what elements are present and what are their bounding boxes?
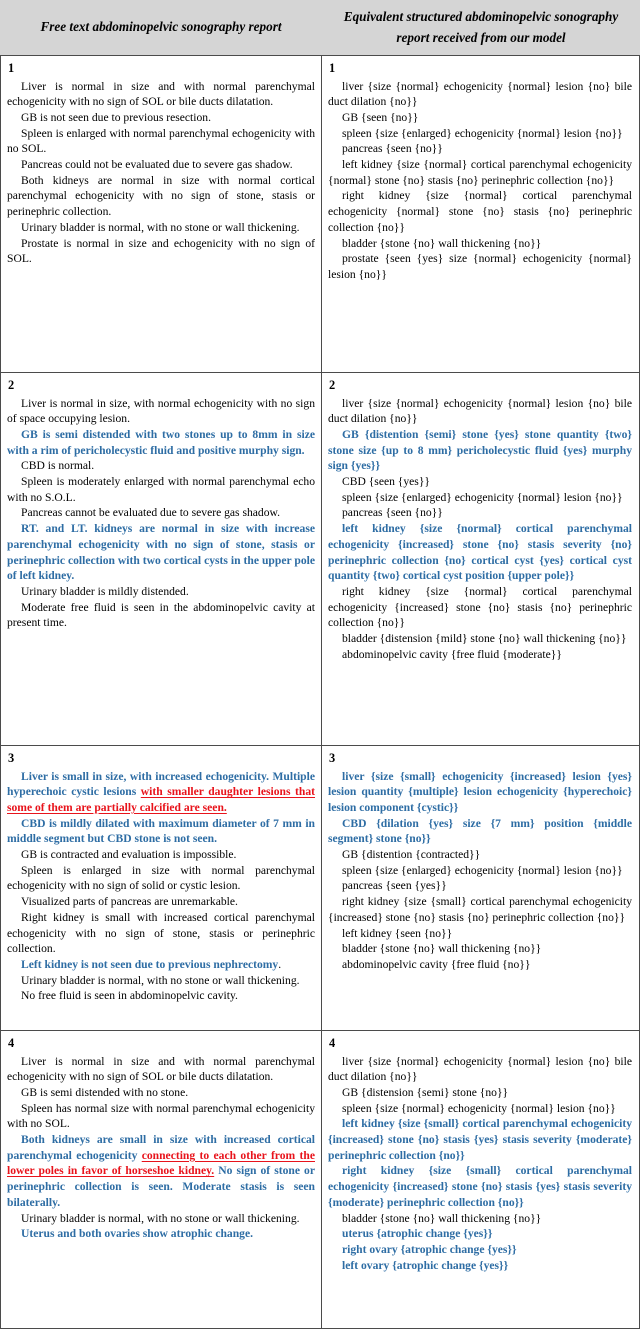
text-plain: right kidney {size {small} cortical parenchymal echogenicity {increased} stone {no} stasis {no} perinephric collection {no}} [328,895,632,924]
text-plain: Spleen is enlarged in size with normal parenchymal echogenicity with no sign of solid or cystic lesion. [7,863,315,893]
table-row [1,373,639,746]
report-paragraph [7,427,315,458]
text-plain: abdominopelvic cavity {free fluid {no}} [342,957,531,971]
text-plain: Visualized parts of pancreas are unremarkable. [21,895,238,909]
text-plain: spleen {size {enlarged} echogenicity {normal} lesion {no}} [342,490,623,504]
report-paragraph [328,847,632,863]
text-plain: GB is semi distended with no stone. [21,1085,189,1099]
report-paragraph [328,647,632,663]
text-plain: GB {seen {no}} [342,110,419,124]
report-paragraph [7,1101,315,1132]
report-paragraph [328,816,632,847]
report-paragraph [7,894,315,910]
text-plain: GB {distention {contracted}} [342,848,481,862]
text-plain: CBD is normal. [21,459,95,473]
report-paragraph [7,157,315,173]
text-plain: CBD {seen {yes}} [342,475,430,489]
text-highlight-blue: GB {distention {semi} stone {yes} stone quantity {two} stone size {up to 8 mm} pericholecystic fluid {yes} murphy sign {yes}} [328,427,632,473]
text-plain: liver {size {normal} echogenicity {normal} lesion {no} bile duct dilation {no}} [328,396,632,426]
text-plain: liver {size {normal} echogenicity {normal} lesion {no} bile duct dilation {no}} [328,79,632,109]
text-plain: liver {size {normal} echogenicity {normal} lesion {no} bile duct dilation {no}} [328,1054,632,1084]
column-header-free-text [0,0,322,55]
text-highlight-blue: liver {size {small} echogenicity {increased} lesion {yes} lesion quantity {multiple} lesion echogenicity {hyperechoic} lesion component {cystic}} [328,769,632,814]
text-plain: Both kidneys are normal in size with normal cortical parenchymal echogenicity with no sign of stone, stasis or perinephric collection. [7,173,315,219]
report-paragraph [7,584,315,600]
text-plain: pancreas {seen {yes}} [342,879,447,893]
text-plain: Right kidney is small with increased cortical parenchymal echogenicity with no sign of stone, stasis or perinephric collection. [7,910,315,956]
report-paragraph [7,769,315,816]
text-highlight-blue: left kidney {size {normal} cortical parenchymal echogenicity {increased} stone {no} stasis severity {no} perinephric collection {no} cortical cyst {yes} cortical cyst quantity {two} cortical cyst position {upper pole}} [328,522,632,583]
text-highlight-blue: RT. and LT. kidneys are normal in size with increase parenchymal echogenicity with no sign of stone, stasis or perinephric collection with two cortical cysts in the upper pole of left kidney. [7,522,315,583]
report-paragraph [7,474,315,505]
text-highlight-blue: Both kidneys are small in size with increased cortical parenchymal echogenicity [7,1133,315,1162]
report-paragraph [7,1226,315,1242]
table-row [1,1031,639,1328]
text-highlight-blue: No sign of stone or perinephric collection is seen. Moderate stasis is seen bilaterally. [7,1164,315,1209]
text-highlight-blue: right kidney {size {small} cortical parenchymal echogenicity {increased} stone {no} stasis {yes} stasis severity {moderate} perinephric collection {no}} [328,1164,632,1209]
report-paragraph [328,878,632,894]
text-highlight-red: with smaller daughter lesions that some of them are partially calcified are seen. [7,785,315,814]
report-paragraph [328,427,632,474]
report-paragraph [328,251,632,282]
case-number: 3 [8,751,15,765]
report-paragraph [7,910,315,957]
text-plain: GB is contracted and evaluation is impossible. [21,848,237,862]
report-paragraph [328,926,632,942]
text-plain: Spleen is moderately enlarged with normal parenchymal echo with no S.O.L. [7,475,315,504]
report-paragraph [328,1101,632,1117]
case-number: 4 [329,1036,336,1050]
column-header-structured-label: Equivalent structured abdominopelvic sonography report received from our model [343,9,619,45]
report-paragraph [328,957,632,973]
text-plain: bladder {stone {no} wall thickening {no}} [342,1211,542,1225]
report-paragraph [7,521,315,584]
table-row [1,56,639,373]
text-plain: Liver is normal in size and with normal parenchymal echogenicity with no sign of SOL or bile ducts dilatation. [7,1054,315,1084]
report-paragraph [328,1085,632,1101]
report-paragraph [328,894,632,925]
report-paragraph [328,769,632,816]
report-paragraph [328,157,632,188]
column-header-structured [322,0,640,55]
report-paragraph [328,79,632,110]
report-paragraph [7,110,315,126]
text-plain: left kidney {seen {no}} [342,926,453,940]
report-paragraph [328,188,632,235]
text-highlight-red: connecting to each other from the lower poles in favor of horseshoe kidney. [7,1148,315,1178]
text-plain: Moderate free fluid is seen in the abdominopelvic cavity at present time. [7,600,315,630]
text-highlight-blue: right ovary {atrophic change {yes}} [342,1242,517,1256]
text-plain: Pancreas could not be evaluated due to severe gas shadow. [21,158,293,172]
case-number: 2 [329,378,336,392]
report-paragraph [328,1226,632,1242]
text-plain: Pancreas cannot be evaluated due to severe gas shadow. [21,506,281,520]
report-paragraph [7,1211,315,1227]
report-paragraph [328,110,632,126]
text-plain: abdominopelvic cavity {free fluid {moderate}} [342,647,562,661]
report-paragraph [328,1163,632,1210]
text-plain: left kidney {size {normal} cortical parenchymal echogenicity {normal} stone {no} stasis {no} perinephric collection {no}} [328,158,632,187]
text-highlight-blue: Left kidney is not seen due to previous nephrectomy [21,957,279,971]
table-body [0,55,640,1329]
report-paragraph [7,79,315,110]
text-plain: Spleen is enlarged with normal parenchymal echogenicity with no SOL. [7,126,315,156]
report-paragraph [7,1085,315,1101]
text-plain: Urinary bladder is normal, with no stone or wall thickening. [21,973,300,987]
report-paragraph [328,584,632,631]
report-paragraph [7,973,315,989]
text-highlight-blue: CBD is mildly dilated with maximum diameter of 7 mm in middle segment but CBD stone is not seen. [7,816,315,846]
report-paragraph [328,863,632,879]
text-plain: Urinary bladder is normal, with no stone or wall thickening. [21,1211,300,1225]
text-plain: bladder {distension {mild} stone {no} wall thickening {no}} [342,632,627,646]
text-plain: pancreas {seen {no}} [342,142,443,156]
text-plain: spleen {size {normal} echogenicity {normal} lesion {no}} [342,1101,616,1115]
case-number: 2 [8,378,15,392]
report-paragraph [7,173,315,220]
text-plain: Liver is normal in size, with normal echogenicity with no sign of space occupying lesion. [7,396,315,426]
report-paragraph [328,1258,632,1274]
text-plain: Urinary bladder is normal, with no stone or wall thickening. [21,220,300,234]
report-paragraph [328,141,632,157]
text-plain: pancreas {seen {no}} [342,506,443,520]
text-plain: Liver is normal in size and with normal parenchymal echogenicity with no sign of SOL or bile ducts dilatation. [7,79,315,109]
text-plain: Spleen has normal size with normal parenchymal echogenicity with no SOL. [7,1101,315,1131]
report-paragraph [328,521,632,584]
text-highlight-blue: uterus {atrophic change {yes}} [342,1227,493,1241]
report-paragraph [328,1054,632,1085]
text-plain: . [278,957,282,971]
cell-free-text-report [1,56,322,372]
text-highlight-blue: left ovary {atrophic change {yes}} [342,1258,509,1272]
report-paragraph [7,816,315,847]
report-paragraph [7,236,315,267]
cell-free-text-report [1,373,322,745]
case-number: 4 [8,1036,15,1050]
text-plain: spleen {size {enlarged} echogenicity {normal} lesion {no}} [342,126,623,140]
report-paragraph [7,1132,315,1211]
cell-structured-report [322,746,638,1030]
cell-structured-report [322,56,638,372]
report-paragraph [7,220,315,236]
text-highlight-blue: GB is semi distended with two stones up to 8mm in size with a rim of pericholecystic fluid and positive murphy sign. [7,427,315,457]
text-highlight-blue: left kidney {size {small} cortical parenchymal echogenicity {increased} stone {no} stasis {yes} stasis severity {moderate} perinephric collection {no}} [328,1117,632,1162]
report-paragraph [328,236,632,252]
text-highlight-blue: CBD {dilation {yes} size {7 mm} position {middle segment} stone {no}} [328,816,632,846]
text-plain: GB {distension {semi} stone {no}} [342,1085,509,1099]
report-paragraph [328,396,632,427]
report-paragraph [328,490,632,506]
text-highlight-blue: Uterus and both ovaries show atrophic change. [21,1227,253,1241]
report-paragraph [7,126,315,157]
text-plain: No free fluid is seen in abdominopelvic cavity. [21,989,238,1003]
case-number: 1 [329,61,336,75]
text-plain: prostate {seen {yes} size {normal} echogenicity {normal} lesion {no}} [328,252,632,281]
report-paragraph [7,847,315,863]
report-paragraph [7,988,315,1004]
text-plain: bladder {stone {no} wall thickening {no}} [342,942,542,956]
cell-free-text-report [1,746,322,1030]
report-paragraph [7,1054,315,1085]
text-plain: spleen {size {enlarged} echogenicity {normal} lesion {no}} [342,863,623,877]
report-paragraph [7,505,315,521]
report-paragraph [328,505,632,521]
report-paragraph [7,458,315,474]
report-paragraph [7,600,315,631]
text-plain: GB is not seen due to previous resection. [21,110,211,124]
cell-structured-report [322,1031,638,1328]
text-highlight-blue: Liver is small in size, with increased echogenicity. Multiple hyperechoic cystic lesions [7,769,315,799]
table-row [1,746,639,1031]
cell-structured-report [322,373,638,745]
report-paragraph [328,126,632,142]
table-header-row [0,0,640,55]
report-paragraph [7,863,315,894]
cell-free-text-report [1,1031,322,1328]
report-paragraph [328,1242,632,1258]
column-header-free-text-label: Free text abdominopelvic sonography report [40,19,282,35]
report-paragraph [328,941,632,957]
text-plain: Prostate is normal in size and echogenicity with no sign of SOL. [7,236,315,266]
report-paragraph [328,1211,632,1227]
text-plain: bladder {stone {no} wall thickening {no}} [342,236,542,250]
report-paragraph [328,1116,632,1163]
text-plain: right kidney {size {normal} cortical parenchymal echogenicity {normal} stone {no} stasis {no} perinephric collection {no}} [328,189,632,234]
report-paragraph [7,396,315,427]
case-number: 1 [8,61,15,75]
case-number: 3 [329,751,336,765]
report-paragraph [328,631,632,647]
text-plain: Urinary bladder is mildly distended. [21,584,189,598]
report-paragraph [328,474,632,490]
text-plain: right kidney {size {normal} cortical parenchymal echogenicity {increased} stone {no} stasis {no} perinephric collection {no}} [328,584,632,630]
report-paragraph [7,957,315,973]
